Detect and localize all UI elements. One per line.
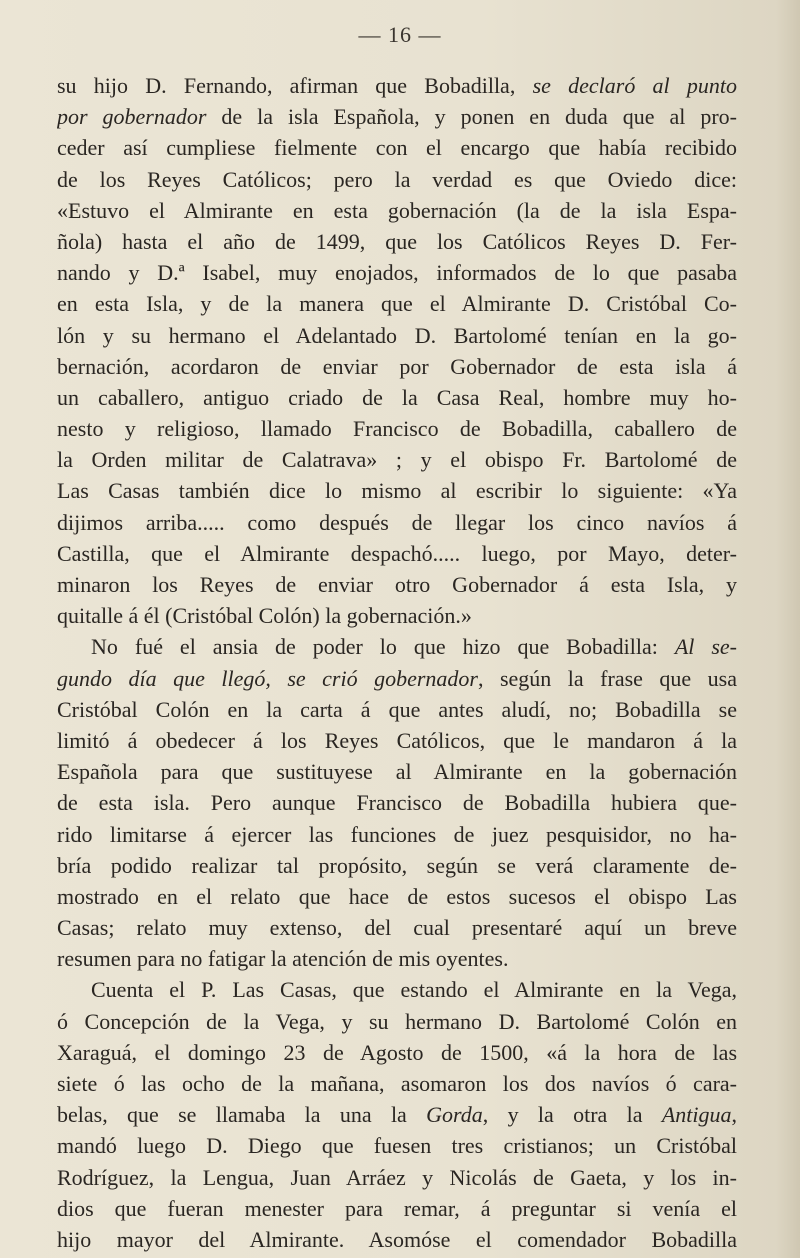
page-number: — 16 — xyxy=(358,22,442,47)
text-line-04: de los Reyes Católicos; pero la verdad es que Oviedo dice: xyxy=(57,166,737,192)
text-line-33: siete ó las ocho de la mañana, asomaron los dos navíos ó cara- xyxy=(57,1071,737,1096)
text-line-16: Castilla, que el Almirante despachó..... luego, por Mayo, deter- xyxy=(57,540,737,566)
text-line-28: Casas; relato muy extenso, del cual presentaré aquí un breve xyxy=(57,915,737,941)
text-line-18: quitalle á él (Cristóbal Colón) la gobernación.» xyxy=(57,603,472,629)
text-line-35: mandó luego D. Diego que fuesen tres cristianos; un Cristóbal xyxy=(57,1133,737,1159)
text-line-13: la Orden militar de Calatrava» ; y el obispo Fr. Bartolomé de xyxy=(57,447,737,473)
text-line-19: No fué el ansia de poder lo que hizo que Bobadilla: Al se- xyxy=(91,634,737,660)
text-line-21: Cristóbal Colón en la carta á que antes aludí, no; Bobadilla se xyxy=(57,696,737,722)
text-line-12: nesto y religioso, llamado Francisco de Bobadilla, caballero de xyxy=(57,416,737,442)
text-line-09: lón y su hermano el Adelantado D. Bartolomé tenían en la go- xyxy=(57,322,737,348)
text-line-24: de esta isla. Pero aunque Francisco de Bobadilla hubiera que- xyxy=(57,790,737,816)
text-line-03: ceder así cumpliese fielmente con el encargo que había recibido xyxy=(57,135,737,161)
text-line-31: ó Concepción de la Vega, y su hermano D. Bartolomé Colón en xyxy=(57,1008,737,1034)
text-line-25: rido limitarse á ejercer las funciones de juez pesquisidor, no ha- xyxy=(57,821,737,847)
text-line-05: «Estuvo el Almirante en esta gobernación (la de la isla Espa- xyxy=(57,197,737,223)
text-line-17: minaron los Reyes de enviar otro Gobernador á esta Isla, y xyxy=(57,572,737,597)
text-line-37: dios que fueran menester para remar, á preguntar si venía el xyxy=(57,1195,737,1221)
text-line-34: belas, que se llamaba la una la Gorda, y la otra la Antigua, xyxy=(57,1102,737,1128)
text-line-23: Española para que sustituyese al Almirante en la gobernación xyxy=(57,759,737,785)
text-line-32: Xaraguá, el domingo 23 de Agosto de 1500, «á la hora de las xyxy=(57,1039,737,1065)
text-line-02: por gobernador de la isla Española, y ponen en duda que al pro- xyxy=(57,104,737,130)
text-line-22: limitó á obedecer á los Reyes Católicos, que le mandaron á la xyxy=(57,727,737,753)
text-line-06: ñola) hasta el año de 1499, que los Católicos Reyes D. Fer- xyxy=(57,228,737,254)
text-line-26: bría podido realizar tal propósito, según se verá claramente de- xyxy=(57,852,737,878)
text-line-14: Las Casas también dice lo mismo al escribir lo siguiente: «Ya xyxy=(57,478,737,504)
text-line-11: un caballero, antiguo criado de la Casa Real, hombre muy ho- xyxy=(57,384,737,410)
body-text xyxy=(57,70,737,1255)
text-line-38: hijo mayor del Almirante. Asomóse el comendador Bobadilla xyxy=(57,1226,737,1252)
text-line-20: gundo día que llegó, se crió gobernador, según la frase que usa xyxy=(57,665,737,691)
text-line-36: Rodríguez, la Lengua, Juan Arráez y Nicolás de Gaeta, y los in- xyxy=(57,1164,737,1190)
text-line-29: resumen para no fatigar la atención de mis oyentes. xyxy=(57,946,509,972)
text-line-01: su hijo D. Fernando, afirman que Bobadilla, se declaró al punto xyxy=(57,73,737,98)
text-line-08: en esta Isla, y de la manera que el Almirante D. Cristóbal Co- xyxy=(57,291,737,317)
text-line-27: mostrado en el relato que hace de estos sucesos el obispo Las xyxy=(57,883,737,909)
text-line-15: dijimos arriba..... como después de llegar los cinco navíos á xyxy=(57,509,737,535)
text-line-10: bernación, acordaron de enviar por Gobernador de esta isla á xyxy=(57,353,737,379)
text-line-30: Cuenta el P. Las Casas, que estando el Almirante en la Vega, xyxy=(91,977,737,1003)
text-line-07: nando y D.ª Isabel, muy enojados, informados de lo que pasaba xyxy=(57,260,737,286)
